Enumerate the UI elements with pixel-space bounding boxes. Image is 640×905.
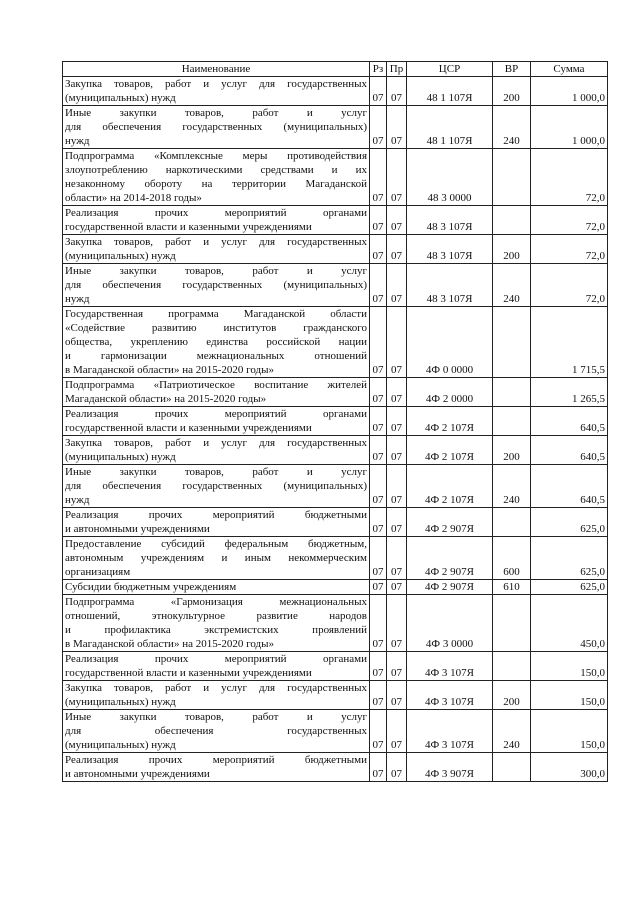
row-name [63,436,370,465]
row-name-line: и автономными учреждениями [65,768,210,780]
table-row [63,106,608,149]
row-name-line: и профилактика экстремистских проявлений [65,624,367,636]
row-name-line: общества, укреплению единства российской нации [65,336,367,348]
row-name [63,264,370,307]
row-vr: 240 [493,106,531,149]
row-pr: 07 [387,753,407,782]
row-vr [493,378,531,407]
table-row [63,77,608,106]
row-csr: 4Ф 2 907Я [407,580,493,595]
row-name [63,206,370,235]
row-name-line: Предоставление субсидий федеральным бюджетным, [65,538,367,550]
row-pr: 07 [387,681,407,710]
row-rz: 07 [370,77,387,106]
row-rz: 07 [370,652,387,681]
row-pr: 07 [387,106,407,149]
row-rz: 07 [370,378,387,407]
row-vr: 600 [493,537,531,580]
row-name-line: и гармонизации межнациональных отношений [65,350,367,362]
row-vr: 200 [493,235,531,264]
row-vr [493,307,531,378]
row-vr [493,407,531,436]
table-header-row [63,62,608,77]
row-vr: 240 [493,264,531,307]
row-pr: 07 [387,436,407,465]
row-sum: 640,5 [531,465,608,508]
row-pr: 07 [387,407,407,436]
table-row [63,595,608,652]
row-vr: 240 [493,710,531,753]
table-row [63,465,608,508]
row-name [63,580,370,595]
row-csr: 48 1 107Я [407,77,493,106]
row-name-line: Закупка товаров, работ и услуг для государственных [65,437,367,449]
row-pr: 07 [387,710,407,753]
row-name-line: Закупка товаров, работ и услуг для государственных [65,682,367,694]
table-row [63,436,608,465]
row-vr [493,652,531,681]
row-name-line: нужд [65,135,90,147]
row-name [63,595,370,652]
row-pr: 07 [387,595,407,652]
row-name-line: (муниципальных) нужд [65,92,176,104]
table-row [63,206,608,235]
row-name-line: Подпрограмма «Гармонизация межнациональных [65,596,367,608]
row-vr [493,206,531,235]
row-vr [493,753,531,782]
row-name-line: Иные закупки товаров, работ и услуг [65,711,367,723]
row-vr [493,149,531,206]
row-name-line: и автономными учреждениями [65,523,210,535]
row-pr: 07 [387,77,407,106]
row-pr: 07 [387,235,407,264]
row-name-line: Подпрограмма «Комплексные меры противодействия [65,150,367,162]
row-sum: 150,0 [531,652,608,681]
row-csr: 48 3 0000 [407,149,493,206]
row-csr: 4Ф 2 907Я [407,537,493,580]
table-row [63,149,608,206]
row-name-line: для обеспечения государственных (муниципальных) [65,279,367,291]
row-name-line: для обеспечения государственных (муниципальных) [65,121,367,133]
row-name-line: государственной власти и казенными учреждениями [65,221,312,233]
row-csr: 4Ф 3 907Я [407,753,493,782]
header-pr: Пр [387,62,407,77]
header-vr: ВР [493,62,531,77]
row-name-line: Иные закупки товаров, работ и услуг [65,265,367,277]
table-row [63,264,608,307]
row-pr: 07 [387,206,407,235]
row-name-line: (муниципальных) нужд [65,250,176,262]
row-csr: 4Ф 3 107Я [407,652,493,681]
row-sum: 640,5 [531,407,608,436]
header-rz: Рз [370,62,387,77]
row-name-line: области» на 2014-2018 годы» [65,192,202,204]
row-vr [493,508,531,537]
row-sum: 625,0 [531,508,608,537]
row-rz: 07 [370,407,387,436]
row-name-line: Субсидии бюджетным учреждениям [65,581,237,593]
budget-table [62,61,608,782]
row-name-line: автономным учреждениям и иным некоммерческим [65,552,367,564]
row-vr: 610 [493,580,531,595]
row-csr: 4Ф 3 107Я [407,710,493,753]
row-name-line: Реализация прочих мероприятий бюджетными [65,754,367,766]
row-name-line: Реализация прочих мероприятий органами [65,653,367,665]
row-name-line: нужд [65,293,90,305]
row-name-line: государственной власти и казенными учреждениями [65,667,312,679]
row-rz: 07 [370,753,387,782]
row-name-line: Магаданской области» на 2015-2020 годы» [65,393,267,405]
row-pr: 07 [387,264,407,307]
row-name [63,106,370,149]
table-row [63,235,608,264]
row-csr: 4Ф 2 107Я [407,465,493,508]
row-name-line: Закупка товаров, работ и услуг для государственных [65,78,367,90]
row-rz: 07 [370,595,387,652]
row-csr: 48 3 107Я [407,206,493,235]
row-name-line: Подпрограмма «Патриотическое воспитание жителей [65,379,367,391]
row-name [63,710,370,753]
row-name-line: Государственная программа Магаданской области [65,308,367,320]
row-name [63,537,370,580]
header-csr: ЦСР [407,62,493,77]
row-name-line: Закупка товаров, работ и услуг для государственных [65,236,367,248]
row-sum: 72,0 [531,235,608,264]
row-name [63,407,370,436]
row-name-line: «Содействие развитию институтов гражданского [65,322,367,334]
row-vr: 200 [493,77,531,106]
row-sum: 1 000,0 [531,106,608,149]
row-csr: 48 3 107Я [407,235,493,264]
row-name-line: (муниципальных) нужд [65,739,176,751]
row-name [63,465,370,508]
row-pr: 07 [387,307,407,378]
row-name-line: нужд [65,494,90,506]
row-sum: 72,0 [531,149,608,206]
table-row [63,508,608,537]
row-name-line: незаконному обороту на территории Магаданской [65,178,367,190]
row-sum: 625,0 [531,580,608,595]
row-sum: 625,0 [531,537,608,580]
row-vr: 200 [493,681,531,710]
row-name-line: отношений, этнокультурное развитие народов [65,610,367,622]
row-pr: 07 [387,465,407,508]
row-csr: 48 1 107Я [407,106,493,149]
table-row [63,753,608,782]
row-name-line: (муниципальных) нужд [65,696,176,708]
row-csr: 4Ф 0 0000 [407,307,493,378]
row-sum: 450,0 [531,595,608,652]
table-row [63,652,608,681]
row-sum: 1 265,5 [531,378,608,407]
row-vr: 200 [493,436,531,465]
row-name-line: злоупотреблению наркотическими средствами и их [65,164,367,176]
row-name-line: государственной власти и казенными учреждениями [65,422,312,434]
row-vr: 240 [493,465,531,508]
table-body [63,77,608,782]
row-sum: 300,0 [531,753,608,782]
row-csr: 4Ф 2 907Я [407,508,493,537]
row-pr: 07 [387,580,407,595]
row-name-line: для обеспечения государственных [65,725,367,737]
row-sum: 1 000,0 [531,77,608,106]
row-sum: 150,0 [531,710,608,753]
row-name [63,681,370,710]
row-name-line: (муниципальных) нужд [65,451,176,463]
row-rz: 07 [370,710,387,753]
table-row [63,378,608,407]
table-row [63,407,608,436]
row-pr: 07 [387,508,407,537]
row-rz: 07 [370,436,387,465]
row-name-line: Реализация прочих мероприятий органами [65,408,367,420]
row-rz: 07 [370,537,387,580]
row-csr: 4Ф 2 107Я [407,407,493,436]
table-row [63,681,608,710]
row-csr: 4Ф 3 107Я [407,681,493,710]
row-rz: 07 [370,580,387,595]
row-name-line: Иные закупки товаров, работ и услуг [65,107,367,119]
row-rz: 07 [370,508,387,537]
row-name [63,307,370,378]
row-name [63,235,370,264]
header-name: Наименование [63,62,370,77]
row-name [63,652,370,681]
row-pr: 07 [387,149,407,206]
row-sum: 72,0 [531,206,608,235]
row-rz: 07 [370,465,387,508]
row-name-line: Реализация прочих мероприятий бюджетными [65,509,367,521]
row-rz: 07 [370,264,387,307]
row-name [63,508,370,537]
row-name-line: организациям [65,566,131,578]
table-row [63,580,608,595]
row-name-line: Иные закупки товаров, работ и услуг [65,466,367,478]
row-rz: 07 [370,307,387,378]
row-name [63,77,370,106]
row-rz: 07 [370,106,387,149]
table-row [63,710,608,753]
row-rz: 07 [370,149,387,206]
row-csr: 48 3 107Я [407,264,493,307]
row-csr: 4Ф 3 0000 [407,595,493,652]
row-csr: 4Ф 2 0000 [407,378,493,407]
row-name-line: для обеспечения государственных (муниципальных) [65,480,367,492]
header-sum: Сумма [531,62,608,77]
row-sum: 72,0 [531,264,608,307]
row-name [63,378,370,407]
row-name-line: в Магаданской области» на 2015-2020 годы» [65,364,275,376]
table-row [63,537,608,580]
row-sum: 1 715,5 [531,307,608,378]
row-sum: 640,5 [531,436,608,465]
row-sum: 150,0 [531,681,608,710]
row-rz: 07 [370,235,387,264]
row-rz: 07 [370,206,387,235]
row-rz: 07 [370,681,387,710]
table-row [63,307,608,378]
row-name [63,753,370,782]
row-csr: 4Ф 2 107Я [407,436,493,465]
row-pr: 07 [387,537,407,580]
row-vr [493,595,531,652]
row-pr: 07 [387,652,407,681]
row-name-line: Реализация прочих мероприятий органами [65,207,367,219]
budget-table-page [62,61,607,782]
row-name-line: в Магаданской области» на 2015-2020 годы» [65,638,275,650]
row-name [63,149,370,206]
row-pr: 07 [387,378,407,407]
